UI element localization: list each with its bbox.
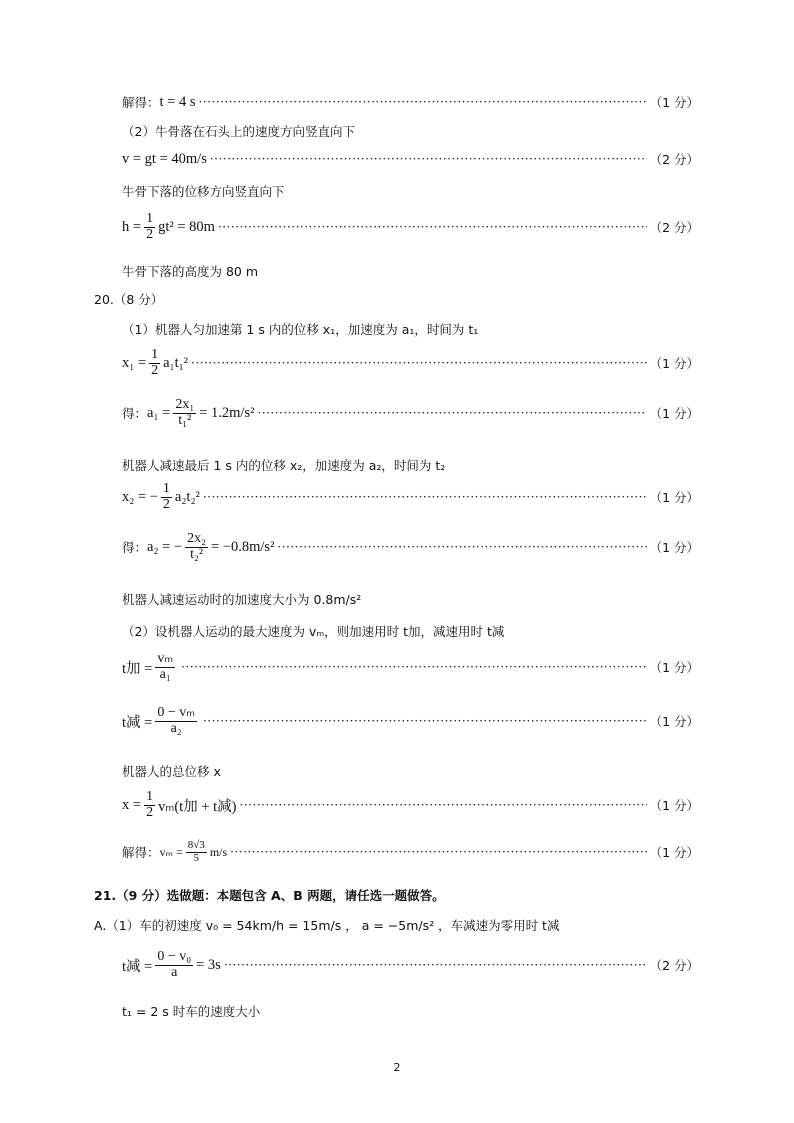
eq-lhs: t加 = — [122, 660, 153, 677]
fraction — [173, 398, 196, 428]
denominator: t₂² — [190, 546, 204, 562]
text-displacement: 牛骨下落的位移方向竖直向下 — [122, 184, 285, 199]
numerator: vₘ — [157, 651, 174, 666]
solution-line-x2 — [122, 482, 699, 512]
denominator: a₁ — [159, 666, 171, 682]
text-q21-a2: t₁ = 2 s 时车的速度大小 — [122, 1004, 261, 1019]
eq-rhs: = 3s — [196, 956, 221, 973]
score-mark: （1 分） — [649, 406, 699, 422]
fraction-half: $\frac{1}{2}$ — [146, 789, 154, 820]
dot-leader — [218, 221, 647, 233]
solution-line-a2 — [122, 532, 699, 562]
solution-line-t-stop — [122, 950, 699, 980]
dot-leader — [203, 491, 647, 503]
equation-t: t = 4 s — [159, 93, 196, 110]
fraction — [185, 532, 208, 562]
label-jiede: 解得： — [122, 95, 160, 110]
score-mark: （2 分） — [649, 958, 699, 974]
solution-line-a1 — [122, 398, 699, 428]
eq-rhs: gt² = 80m — [158, 218, 215, 235]
solution-line-x1 — [122, 348, 699, 378]
fraction — [155, 706, 197, 736]
numerator: 0 − vₘ — [157, 705, 195, 720]
solution-line-t-acc — [122, 652, 699, 682]
denominator: a — [171, 964, 178, 980]
fraction — [155, 950, 193, 980]
fraction — [155, 652, 175, 682]
question-21-heading: 21.（9 分）选做题：本题包含 A、B 两题，请任选一题做答。 — [94, 888, 445, 903]
score-mark: （1 分） — [649, 95, 699, 110]
eq-lhs: a₂ = − — [147, 538, 183, 555]
dot-leader — [191, 357, 647, 369]
eq-lhs: x = — [122, 796, 142, 813]
text-q20-part1: （1）机器人匀加速第 1 s 内的位移 x₁，加速度为 a₁，时间为 t₁ — [122, 322, 479, 337]
text-height: 牛骨下落的高度为 80 m — [122, 264, 259, 279]
equation-a1 — [147, 398, 254, 428]
dot-leader — [199, 96, 647, 108]
equation-a2 — [147, 532, 274, 562]
equation-t-stop — [122, 950, 221, 980]
numerator: 8√3 — [187, 839, 205, 851]
fraction-half: $\frac{1}{2}$ — [146, 211, 154, 242]
equation-v: v = gt = 40m/s — [122, 150, 207, 167]
text-q20-part2: （2）设机器人运动的最大速度为 vₘ，则加速用时 t加，减速用时 t减 — [122, 624, 505, 639]
score-mark: （1 分） — [649, 490, 699, 506]
fraction-half: $\frac{1}{2}$ — [151, 347, 159, 378]
eq-rhs: a₂t₂² — [174, 488, 200, 505]
dot-leader — [203, 715, 647, 727]
equation-x-total — [122, 790, 237, 820]
dot-leader — [181, 661, 646, 673]
numerator: 0 − v₀ — [157, 949, 192, 964]
eq-rhs: = 1.2m/s² — [199, 404, 255, 421]
equation-x2 — [122, 482, 200, 512]
label-jiede: 解得： — [122, 845, 160, 861]
score-mark: （1 分） — [649, 845, 699, 861]
dot-leader — [230, 846, 646, 858]
numerator: 2x₂ — [187, 531, 207, 546]
eq-lhs: t减 = — [122, 714, 153, 731]
dot-leader — [210, 153, 647, 165]
solution-line-x-total — [122, 790, 699, 820]
solution-line-t-dec — [122, 706, 699, 736]
eq-lhs: x₁ = — [122, 354, 147, 371]
score-mark: （1 分） — [649, 714, 699, 730]
score-mark: （1 分） — [649, 356, 699, 372]
solution-line-h — [122, 212, 699, 242]
text-q20-decel: 机器人减速最后 1 s 内的位移 x₂，加速度为 a₂，时间为 t₂ — [122, 458, 446, 473]
eq-lhs: x₂ = − — [122, 488, 158, 505]
dot-leader — [240, 799, 647, 811]
eq-lhs: h = — [122, 218, 142, 235]
fraction — [186, 840, 207, 864]
fraction-half: $\frac{1}{2}$ — [162, 481, 170, 512]
denominator: 5 — [193, 851, 200, 864]
eq-rhs: = −0.8m/s² — [211, 538, 275, 555]
label-de: 得： — [122, 540, 148, 556]
eq-lhs: t减 = — [122, 958, 153, 975]
score-mark: （1 分） — [649, 660, 699, 676]
solution-line-t — [122, 93, 699, 111]
solution-line-vm — [122, 840, 699, 864]
score-mark: （1 分） — [649, 798, 699, 814]
dot-leader — [224, 959, 647, 971]
label-de: 得： — [122, 406, 148, 422]
equation-h — [122, 212, 215, 242]
score-mark: （1 分） — [649, 540, 699, 556]
numerator: 2x₁ — [175, 397, 195, 412]
eq-rhs: vₘ(t加 + t减) — [158, 798, 237, 815]
equation-vm — [160, 840, 228, 864]
denominator: a₂ — [170, 720, 182, 736]
dot-leader — [277, 541, 646, 553]
eq-lhs: vₘ = — [159, 844, 183, 859]
equation-x1 — [122, 348, 188, 378]
text-total-displacement: 机器人的总位移 x — [122, 764, 221, 779]
solution-line-v — [122, 150, 699, 168]
eq-rhs: a₁t₁² — [163, 354, 189, 371]
score-mark: （2 分） — [649, 152, 699, 167]
text-q21-a1: A.（1）车的初速度 v₀ = 54km/h = 15m/s ， a = −5m/s² ，车减速为零用时 t减 — [94, 918, 560, 933]
question-20-heading: 20.（8 分） — [94, 292, 164, 307]
eq-lhs: a₁ = — [147, 404, 171, 421]
score-mark: （2 分） — [649, 220, 699, 236]
equation-t-acc — [122, 652, 178, 682]
page-number: 2 — [393, 1061, 401, 1074]
equation-t-dec — [122, 706, 200, 736]
text-decel-magnitude: 机器人减速运动时的加速度大小为 0.8m/s² — [122, 592, 362, 607]
unit: m/s — [209, 844, 228, 859]
text-part-2: （2）牛骨落在石头上的速度方向竖直向下 — [122, 124, 355, 139]
dot-leader — [257, 407, 646, 419]
denominator: t₁² — [178, 412, 192, 428]
